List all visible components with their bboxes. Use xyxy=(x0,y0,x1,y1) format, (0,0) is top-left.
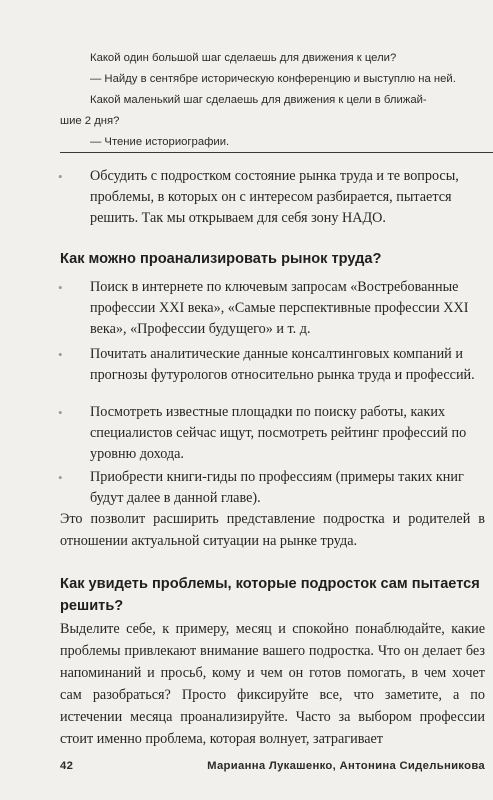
box-line: Какой один большой шаг сделаешь для движения к цели? xyxy=(90,52,397,64)
box-line: шие 2 дня? xyxy=(60,115,120,127)
bullet-item xyxy=(58,467,488,509)
bullet-item xyxy=(58,166,488,229)
page-number: 42 xyxy=(60,760,74,772)
box-divider xyxy=(60,152,493,153)
box-line: Какой маленький шаг сделаешь для движения к цели в ближай- xyxy=(90,94,427,106)
box-line: — Чтение историографии. xyxy=(90,136,230,148)
bullet-text: Обсудить с подростком состояние рынка труда и те вопросы, проблемы, в которых он с интересом разбирается, пытается решить. Так мы открываем для себя зону НАДО. xyxy=(90,168,459,226)
body-paragraph: Это позволит расширить представление подростка и родителей в отношении актуальной ситуации на рынке труда. xyxy=(60,511,485,549)
bullet-text: Почитать аналитические данные консалтинговых компаний и прогнозы футурологов относительно рынка труда и профессий. xyxy=(90,346,475,383)
bullet-item xyxy=(58,402,488,465)
bullet-text: Посмотреть известные площадки по поиску работы, каких специалистов сейчас ищут, посмотреть рейтинг профессий по уровню дохода. xyxy=(90,404,467,462)
page-footer xyxy=(60,760,485,778)
bullet-text: Приобрести книги-гиды по профессиям (примеры таких книг будут далее в данной главе). xyxy=(90,469,464,506)
bullet-text: Поиск в интернете по ключевым запросам «Востребованные профессии XXI века», «Самые перспективные профессии XXI века», «Профессии будущего» и т. д. xyxy=(90,279,469,337)
authors: Марианна Лукашенко, Антонина Сидельникова xyxy=(207,760,485,772)
question-box xyxy=(60,48,485,153)
bullet-icon: • xyxy=(58,470,63,485)
box-line: — Найду в сентябре историческую конференцию и выступлю на ней. xyxy=(90,73,456,85)
section-heading: Как увидеть проблемы, которые подросток сам пытается решить? xyxy=(60,576,480,614)
bullet-icon: • xyxy=(58,405,63,420)
bullet-item xyxy=(58,277,488,340)
bullet-item xyxy=(58,344,488,386)
bullet-icon: • xyxy=(58,280,63,295)
bullet-icon: • xyxy=(58,169,63,184)
body-paragraph: Выделите себе, к примеру, месяц и спокойно понаблюдайте, какие проблемы привлекают внимание вашего подростка. Что он делает без напоминаний и просьб, кому и чем он готов помогать, в чем хочет сам разобраться? Просто фиксируйте все, что заметите, а по истечении месяца проанализируйте. Часто за выбором профессии стоит именно проблема, которая волнует, затрагивает xyxy=(60,621,485,747)
section-heading: Как можно проанализировать рынок труда? xyxy=(60,251,382,267)
bullet-icon: • xyxy=(58,347,63,362)
